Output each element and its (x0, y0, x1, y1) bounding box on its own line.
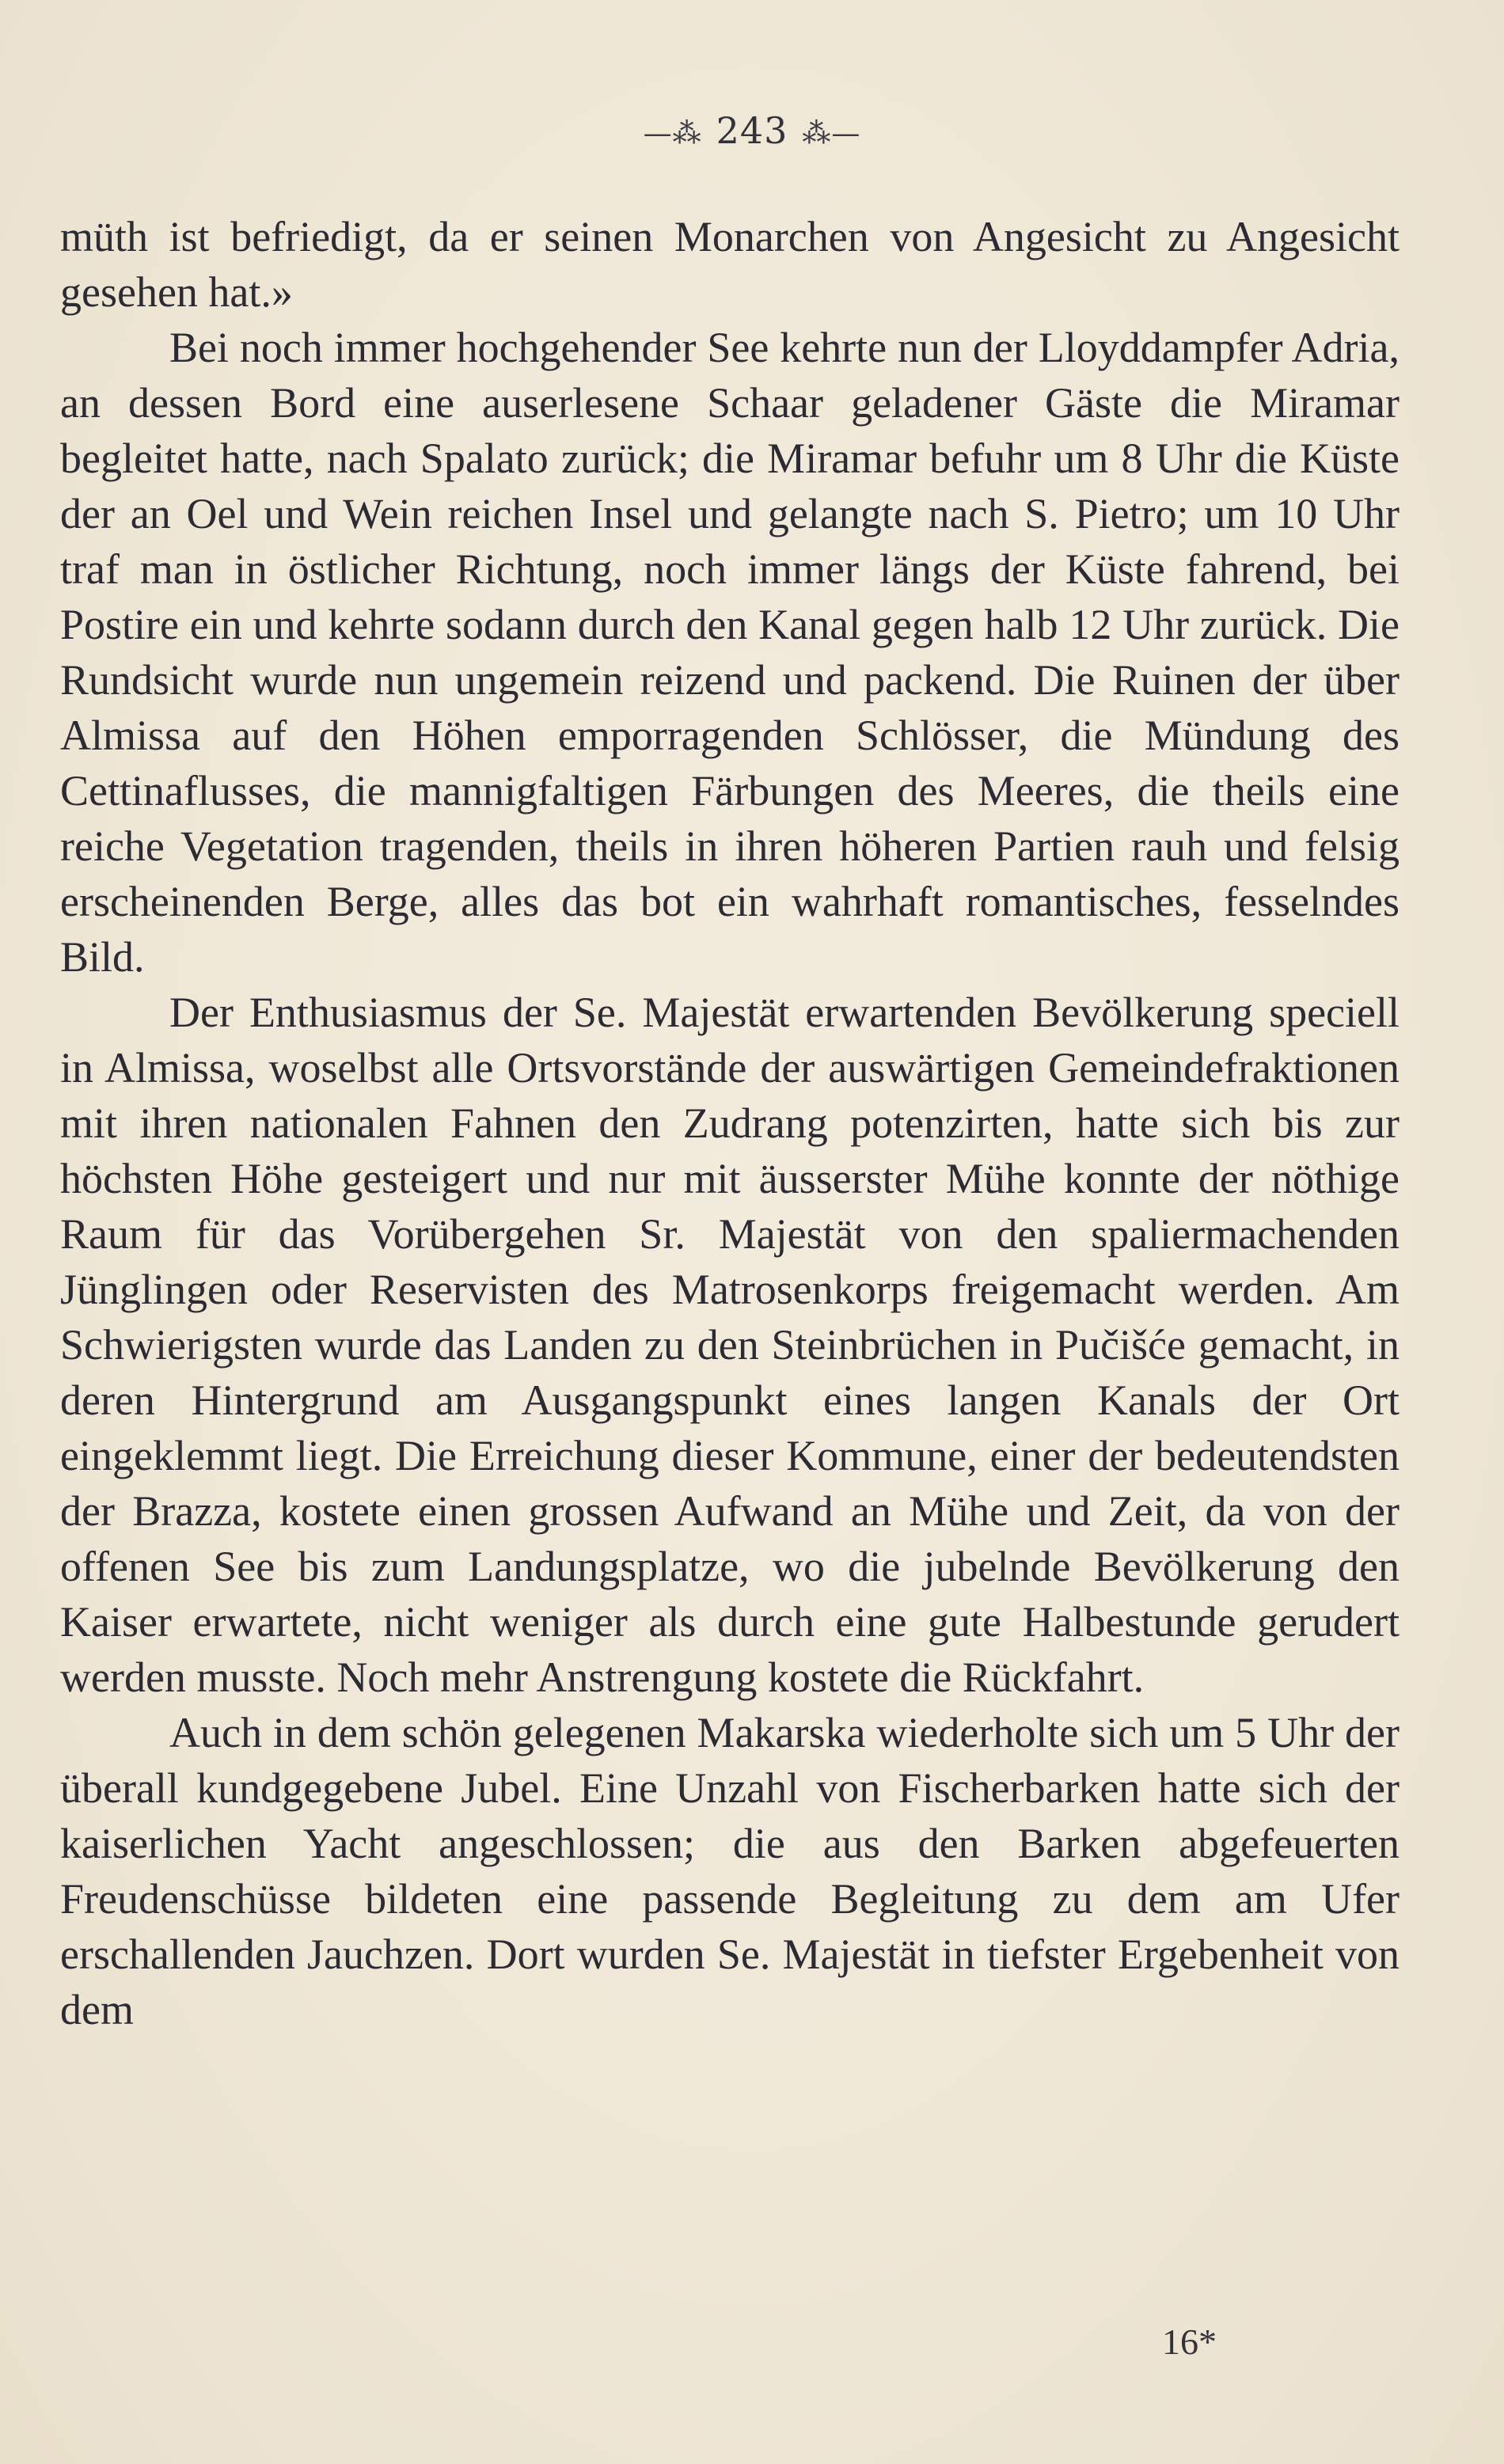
signature-mark: 16* (1162, 2322, 1217, 2362)
page-header (0, 109, 1504, 152)
paragraph-continuation: müth ist befriedigt, da er seinen Monarchen von Angesicht zu Angesicht gesehen hat.» (60, 213, 1400, 316)
page-number: 243 (716, 109, 788, 152)
paragraph-lloyd-steamer: Bei noch immer hochgehender See kehrte nun der Lloyddampfer Adria, an dessen Bord eine auserlesene Schaar geladener Gäste die Miramar begleitet hatte, nach Spalato zurück; die Miramar befuhr um 8 Uhr die Küste der an Oel und Wein reichen Insel und gelangte nach S. Pietro; um 10 Uhr traf man in östlicher Richtung, noch immer längs der Küste fahrend, bei Postire ein und kehrte sodann durch den Kanal gegen halb 12 Uhr zurück. Die Rundsicht wurde nun ungemein reizend und packend. Die Ruinen der über Almissa auf den Höhen emporragenden Schlösser, die Mündung des Cettinaflusses, die mannigfaltigen Färbungen des Meeres, die theils eine reiche Vegetation tragenden, theils in ihren höheren Partien rauh und felsig erscheinenden Berge, alles das bot ein wahrhaft romantisches, fesselndes Bild. (60, 324, 1400, 981)
body-text (60, 209, 1400, 2037)
header-ornament-right: ⁂— (802, 117, 861, 150)
paragraph-makarska: Auch in dem schön gelegenen Makarska wiederholte sich um 5 Uhr der überall kundgegebene Jubel. Eine Unzahl von Fischerbarken hatte sich der kaiserlichen Yacht angeschlossen; die aus den Barken abgefeuerten Freudenschüsse bildeten eine passende Begleitung zu dem am Ufer erschallenden Jauchzen. Dort wurden Se. Majestät in tiefster Ergebenheit von dem (60, 1709, 1400, 2033)
header-ornament-left: —⁂ (643, 117, 702, 150)
paragraph-enthusiasm-almissa: Der Enthusiasmus der Se. Majestät erwartenden Bevölkerung speciell in Almissa, woselbst alle Ortsvorstände der auswärtigen Gemeindefraktionen mit ihren nationalen Fahnen den Zudrang potenzirten, hatte sich bis zur höchsten Höhe gesteigert und nur mit äusserster Mühe konnte der nöthige Raum für das Vorübergehen Sr. Majestät von den spaliermachenden Jünglingen oder Reservisten des Matrosenkorps freigemacht werden. Am Schwierigsten wurde das Landen zu den Steinbrüchen in Pučišće gemacht, in deren Hintergrund am Ausgangspunkt eines langen Kanals der Ort eingeklemmt liegt. Die Erreichung dieser Kommune, einer der bedeutendsten der Brazza, kostete einen grossen Aufwand an Mühe und Zeit, da von der offenen See bis zum Landungsplatze, wo die jubelnde Bevölkerung den Kaiser erwartete, nicht weniger als durch eine gute Halbestunde gerudert werden musste. Noch mehr Anstrengung kostete die Rückfahrt. (60, 989, 1400, 1701)
